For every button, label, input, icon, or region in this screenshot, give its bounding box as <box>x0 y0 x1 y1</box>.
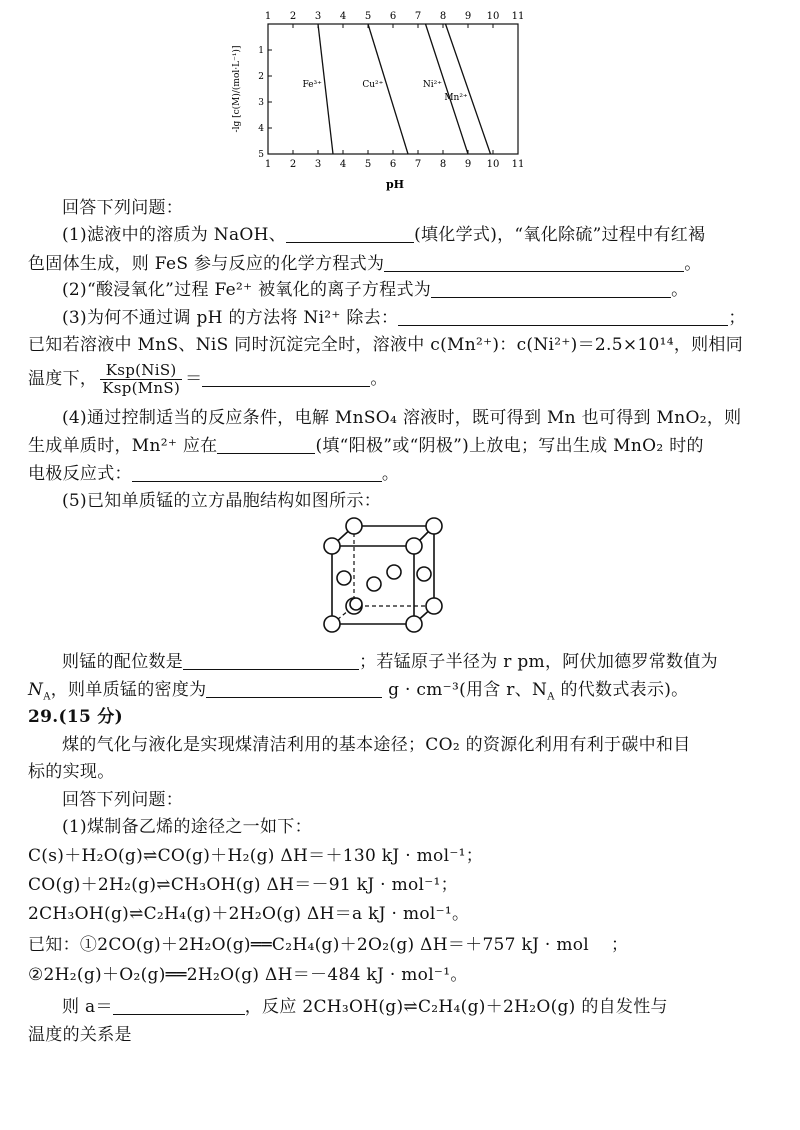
x-axis-label: pH <box>385 178 405 191</box>
answer-blank-ionic-equation[interactable] <box>431 279 671 298</box>
reaction-3: 2CH₃OH(g)⇌C₂H₄(g)＋2H₂O(g) ΔH＝a kJ · mol⁻¹。 <box>28 904 470 924</box>
y-tick-label: 1 <box>258 46 264 56</box>
x-tick-label-bottom: 1 <box>264 159 272 170</box>
x-tick-label-bottom: 9 <box>464 159 472 170</box>
series-label: Ni²⁺ <box>422 79 443 90</box>
answer-blank-fes-equation[interactable] <box>384 253 684 272</box>
series-label: Fe³⁺ <box>302 79 322 90</box>
y-tick-label: 3 <box>258 98 264 108</box>
q3-line3: 温度下， $\frac{\text{Ksp(NiS)}}{\text{Ksp(MnS)}}$ ＝ 。 <box>28 361 388 397</box>
q29-intro-line2: 标的实现。 <box>28 762 115 782</box>
q5-line1: (5)已知单质锰的立方晶胞结构如图所示： <box>62 491 382 511</box>
x-tick-label-bottom: 8 <box>439 159 447 170</box>
x-tick-label-top: 3 <box>314 11 322 22</box>
atom-inner <box>350 598 362 610</box>
atom-inner <box>337 571 351 585</box>
x-tick-label-top: 7 <box>414 11 422 22</box>
q4-line2: 生成单质时，Mn²⁺ 应在 (填“阳极”或“阴极”)上放电；写出生成 MnO₂ 时的 <box>28 436 704 456</box>
x-tick-label-bottom: 10 <box>486 159 500 170</box>
series-line-4 <box>446 24 491 154</box>
x-tick-label-bottom: 5 <box>364 159 372 170</box>
series-label: Cu²⁺ <box>362 79 384 90</box>
atom-corner <box>426 518 442 534</box>
q29-1-line: (1)煤制备乙烯的途径之一如下： <box>62 817 312 837</box>
known-reaction-1: 已知：①2CO(g)＋2H₂O(g)══C₂H₄(g)＋2O₂(g) ΔH＝＋757 kJ · mol ； <box>28 935 629 955</box>
q29-1-answer-line: 则 a＝ ，反应 2CH₃OH(g)⇌C₂H₄(g)＋2H₂O(g) 的自发性与 <box>62 997 668 1017</box>
x-tick-label-top: 4 <box>339 11 347 22</box>
atom-corner <box>346 518 362 534</box>
reaction-2: CO(g)＋2H₂(g)⇌CH₃OH(g) ΔH＝－91 kJ · mol⁻¹； <box>28 875 458 895</box>
q4-line1: (4)通过控制适当的反应条件，电解 MnSO₄ 溶液时，既可得到 Mn 也可得到 MnO₂，则 <box>62 408 742 428</box>
y-tick-label: 5 <box>258 150 264 160</box>
x-tick-label-top: 2 <box>289 11 297 22</box>
x-tick-label-bottom: 6 <box>389 159 397 170</box>
crystal-unit-cell-diagram <box>318 512 448 644</box>
answer-blank-ni-reason[interactable] <box>398 307 728 326</box>
x-tick-label-top: 9 <box>464 11 472 22</box>
q1-line1: (1)滤液中的溶质为 NaOH、 (填化学式)，“氧化除硫”过程中有红褐 <box>62 225 706 245</box>
x-tick-label-top: 11 <box>511 11 525 22</box>
y-axis-label: -lg [c(M)/(mol·L⁻¹)] <box>232 45 242 133</box>
q29-1-spontaneity-line: 温度的关系是 <box>28 1025 132 1045</box>
answer-blank-ksp-ratio[interactable] <box>202 368 370 387</box>
q29-prompt: 回答下列问题： <box>62 790 184 810</box>
x-tick-label-bottom: 2 <box>289 159 297 170</box>
answer-prompt: 回答下列问题： <box>62 198 184 218</box>
q3-line2: 已知若溶液中 MnS、NiS 同时沉淀完全时，溶液中 c(Mn²⁺)：c(Ni²⁺)＝2.5×10¹⁴，则相同 <box>28 335 744 355</box>
known-reaction-2: ②2H₂(g)＋O₂(g)══2H₂O(g) ΔH＝－484 kJ · mol⁻¹。 <box>28 965 468 985</box>
q29-intro-line1: 煤的气化与液化是实现煤清洁利用的基本途径；CO₂ 的资源化利用有利于碳中和目 <box>62 735 691 755</box>
x-tick-label-top: 6 <box>389 11 397 22</box>
ksp-fraction: $\frac{\text{Ksp(NiS)}}{\text{Ksp(MnS)}}$ <box>102 361 181 397</box>
x-tick-label-bottom: 4 <box>339 159 347 170</box>
q2-line: (2)“酸浸氧化”过程 Fe²⁺ 被氧化的离子方程式为 。 <box>62 280 689 300</box>
q1-line2: 色固体生成，则 FeS 参与反应的化学方程式为 。 <box>28 254 702 274</box>
answer-blank-density[interactable] <box>206 679 382 698</box>
answer-blank-coordination-number[interactable] <box>183 651 359 670</box>
atom-corner <box>426 598 442 614</box>
atom-corner <box>406 616 422 632</box>
answer-blank-solute[interactable] <box>286 224 414 243</box>
atom-corner <box>324 616 340 632</box>
answer-blank-a-value[interactable] <box>113 996 245 1015</box>
x-tick-label-top: 8 <box>439 11 447 22</box>
question-29-header: 29.(15 分) <box>28 707 123 727</box>
atom-inner <box>367 577 381 591</box>
x-tick-label-top: 5 <box>364 11 372 22</box>
x-tick-label-bottom: 3 <box>314 159 322 170</box>
answer-blank-electrode-reaction[interactable] <box>132 463 382 482</box>
q5-line3: $N_A$，则单质锰的密度为 g · cm⁻³(用含 r、$N_A$ 的代数式表示)。 <box>28 680 689 703</box>
atom-corner <box>406 538 422 554</box>
x-tick-label-bottom: 7 <box>414 159 422 170</box>
x-tick-label-top: 10 <box>486 11 500 22</box>
atom-inner <box>417 567 431 581</box>
x-tick-label-top: 1 <box>264 11 272 22</box>
ph-solubility-chart <box>225 5 535 195</box>
x-tick-label-bottom: 11 <box>511 159 525 170</box>
q5-line2: 则锰的配位数是 ；若锰原子半径为 r pm，阿伏加德罗常数值为 <box>62 652 718 672</box>
atom-inner <box>387 565 401 579</box>
answer-blank-electrode[interactable] <box>217 435 315 454</box>
atom-corner <box>324 538 340 554</box>
y-tick-label: 2 <box>258 72 264 82</box>
reaction-1: C(s)＋H₂O(g)⇌CO(g)＋H₂(g) ΔH＝＋130 kJ · mol⁻¹； <box>28 846 484 866</box>
q3-line1: (3)为何不通过调 pH 的方法将 Ni²⁺ 除去： ； <box>62 308 746 328</box>
series-label: Mn²⁺ <box>444 92 468 103</box>
q4-line3: 电极反应式： 。 <box>28 464 400 484</box>
y-tick-label: 4 <box>258 124 264 134</box>
